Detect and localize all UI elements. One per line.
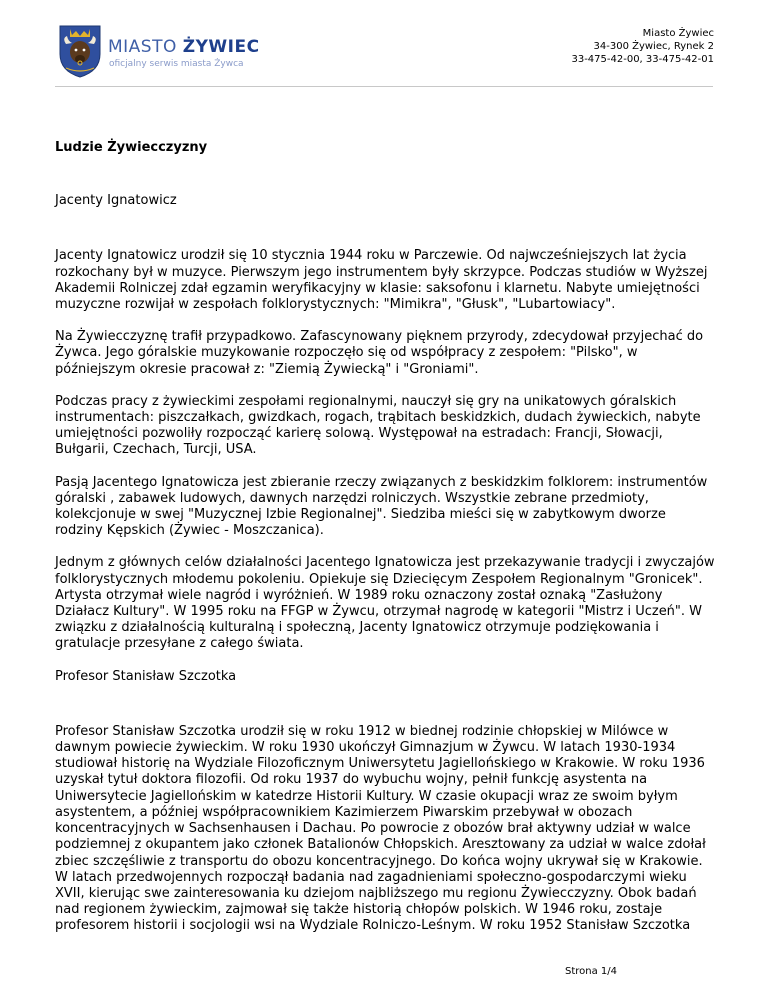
paragraph: Jednym z głównych celów działalności Jacentego Ignatowicza jest przekazywanie tradycji i zwyczajów folklorystycznych młodemu pokoleniu. Opiekuje się Dziecięcym Zespołem Regionalnym "Gronicek". Artysta otrzymał wiele nagród i wyróżnień. W 1989 roku oznaczony został oznaką "Zasłużony Działacz Kultury". W 1995 roku na FFGP w Żywcu, otrzymał nagrodę w kategorii "Mistrz i Uczeń". W związku z działalnością kulturalną i społeczną, Jacenty Ignatowicz otrzymuje podziękowania i gratulacje przesyłane z całego świata. [55, 555, 715, 652]
contact-phone: 33-475-42-00, 33-475-42-01 [571, 54, 714, 65]
contact-info [571, 27, 714, 66]
page-header [0, 0, 768, 90]
logo-name-part1: MIASTO [108, 37, 177, 57]
paragraph: Jacenty Ignatowicz urodził się 10 stycznia 1944 roku w Parczewie. Od najwcześniejszych lat życia rozkochany był w muzyce. Pierwszym jego instrumentem były skrzypce. Podczas studiów w Wyższej Akademii Rolniczej zdał egzamin weryfikacyjny w klasie: saksofonu i klarnetu. Nabyte umiejętności muzyczne rozwijał w zespołach folklorystycznych: "Mimikra", "Głusk", "Lubartowiacy". [55, 248, 708, 313]
city-crest-icon [58, 24, 102, 78]
site-logo[interactable] [58, 22, 258, 80]
section-heading-szczotka: Profesor Stanisław Szczotka [55, 668, 237, 684]
paragraph: Pasją Jacentego Ignatowicza jest zbieranie rzeczy związanych z beskidzkim folklorem: instrumentów góralski , zabawek ludowych, dawnych narzędzi rolniczych. Wszystkie zebrane przedmioty, kolekcjonuje w swej "Muzycznej Izbie Regionalnej". Siedziba mieści się w zabytkowym dworze rodziny Kępskich (Żywiec - Moszczanica). [55, 474, 708, 539]
page-title: Ludzie Żywiecczyzny [55, 140, 208, 155]
contact-name: Miasto Żywiec [642, 28, 714, 39]
paragraph: Podczas pracy z żywieckimi zespołami regionalnymi, nauczył się gry na unikatowych góralskich instrumentach: piszczałkach, gwizdkach, rogach, trąbitach beskidzkich, dudach żywieckich, nabyte umiejętności pozwoliły rozpocząć karierę solową. Występował na estradach: Francji, Słowacji, Bułgarii, Czechach, Turcji, USA. [55, 393, 701, 458]
paragraph: Na Żywiecczyznę trafił przypadkowo. Zafascynowany pięknem przyrody, zdecydował przyjechać do Żywca. Jego góralskie muzykowanie rozpoczęło się od współpracy z zespołem: "Pilsko", w późniejszym okresie pracował z: "Ziemią Żywiecką" i "Groniami". [55, 329, 704, 377]
logo-name [108, 37, 260, 57]
article-body [55, 140, 715, 951]
logo-tagline: oficjalny serwis miasta Żywca [109, 59, 244, 69]
contact-address: 34-300 Żywiec, Rynek 2 [593, 41, 714, 52]
page-number: Strona 1/4 [565, 966, 618, 977]
paragraph: Profesor Stanisław Szczotka urodził się w roku 1912 w biednej rodzinie chłopskiej w Milówce w dawnym powiecie żywieckim. W roku 1930 ukończył Gimnazjum w Żywcu. W latach 1930-1934 studiował historię na Wydziale Filozoficznym Uniwersytetu Jagiellońskiego w Krakowie. W roku 1936 uzyskał tytuł doktora filozofii. Od roku 1937 do wybuchu wojny, pełnił funkcję asystenta na Uniwersytecie Jagiellońskim w katedrze Historii Kultury. W czasie okupacji wraz ze swoim byłym asystentem, a później współpracownikiem Kazimierzem Piwarskim przebywał w obozach koncentracyjnych w Sachsenhausen i Dachau. Po powrocie z obozów brał aktywny udział w walce podziemnej z okupantem jako członek Batalionów Chłopskich. Aresztowany za udział w walce zdołał zbiec szczęśliwie z transportu do obozu koncentracyjnego. Do końca wojny ukrywał się w Krakowie. W latach przedwojennych rozpoczął badania nad zagadnieniami społeczno-gospodarczymi wieku XVII, kierując swe zainteresowania ku dziejom najbliższego mu regionu Żywiecczyzny. Obok badań nad regionem żywieckim, zajmował się także historią chłopów polskich. W 1946 roku, zostaje profesorem historii i socjologii wsi na Wydziale Rolniczo-Leśnym. W roku 1952 Stanisław Szczotka [55, 723, 706, 934]
section-heading-ignatowicz: Jacenty Ignatowicz [55, 193, 177, 209]
header-divider [55, 86, 713, 87]
logo-name-part2: ŻYWIEC [182, 37, 260, 57]
